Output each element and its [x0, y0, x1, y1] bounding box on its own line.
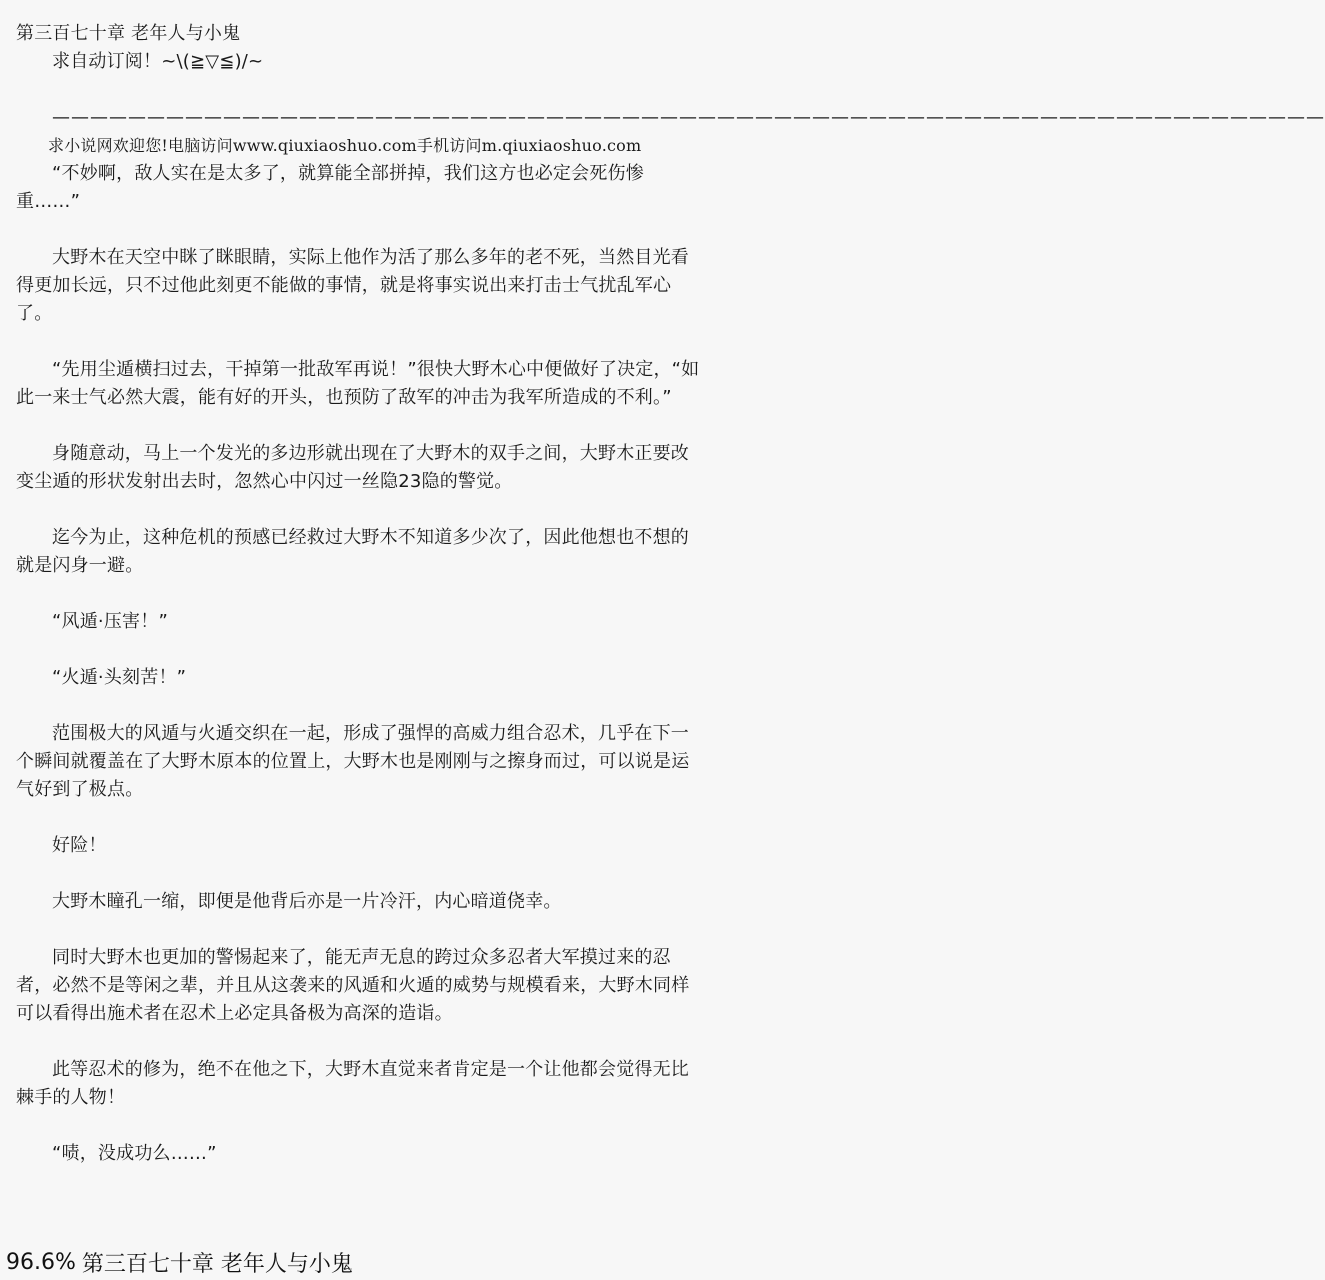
status-chapter-title: 第三百七十章 老年人与小鬼: [81, 1251, 353, 1277]
paragraph: 大野木瞳孔一缩，即便是他背后亦是一片冷汗，内心暗道侥幸。: [52, 891, 562, 912]
subscribe-request: 求自动订阅！~\(≧▽≦)/~: [52, 51, 264, 72]
reading-progress: 96.6%: [6, 1249, 76, 1275]
paragraph: 范围极大的风遁与火遁交织在一起，形成了强悍的高威力组合忍术，几乎在下一个瞬间就覆盖在了大野木原本的位置上，大野木也是刚刚与之擦身而过，可以说是运气好到了极点。: [16, 723, 690, 800]
reading-status-bar: [0, 1244, 720, 1280]
paragraph: 好险！: [52, 835, 107, 856]
site-promo-line: 求小说网欢迎您!电脑访问www.qiuxiaoshuo.com手机访问m.qiuxiaoshuo.com: [48, 136, 642, 155]
chapter-title: 第三百七十章 老年人与小鬼: [16, 23, 241, 44]
paragraph: “啧，没成功么……”: [52, 1143, 217, 1164]
paragraph: 身随意动，马上一个发光的多边形就出现在了大野木的双手之间，大野木正要改变尘遁的形状发射出去时，忽然心中闪过一丝隐23隐的警觉。: [16, 443, 689, 492]
divider-line: ———————————————————————————————————————————————————————————————————: [52, 107, 1325, 128]
paragraph: 迄今为止，这种危机的预感已经救过大野木不知道多少次了，因此他想也不想的就是闪身一避。: [16, 527, 689, 576]
paragraph: “风遁·压害！”: [52, 611, 168, 632]
paragraph: “不妙啊，敌人实在是太多了，就算能全部拼掉，我们这方也必定会死伤惨重……”: [16, 163, 644, 212]
paragraph: “先用尘遁横扫过去，干掉第一批敌军再说！”很快大野木心中便做好了决定，“如此一来士气必然大震，能有好的开头，也预防了敌军的冲击为我军所造成的不利。”: [16, 359, 700, 408]
paragraph: 此等忍术的修为，绝不在他之下，大野木直觉来者肯定是一个让他都会觉得无比棘手的人物！: [16, 1059, 689, 1108]
paragraph: “火遁·头刻苦！”: [52, 667, 187, 688]
paragraph: 大野木在天空中眯了眯眼睛，实际上他作为活了那么多年的老不死，当然目光看得更加长远，只不过他此刻更不能做的事情，就是将事实说出来打击士气扰乱军心了。: [16, 247, 689, 324]
paragraph: 同时大野木也更加的警惕起来了，能无声无息的跨过众多忍者大军摸过来的忍者，必然不是等闲之辈，并且从这袭来的风遁和火遁的威势与规模看来，大野木同样可以看得出施术者在忍术上必定具备极为高深的造诣。: [16, 947, 690, 1024]
spacer: [16, 76, 704, 104]
